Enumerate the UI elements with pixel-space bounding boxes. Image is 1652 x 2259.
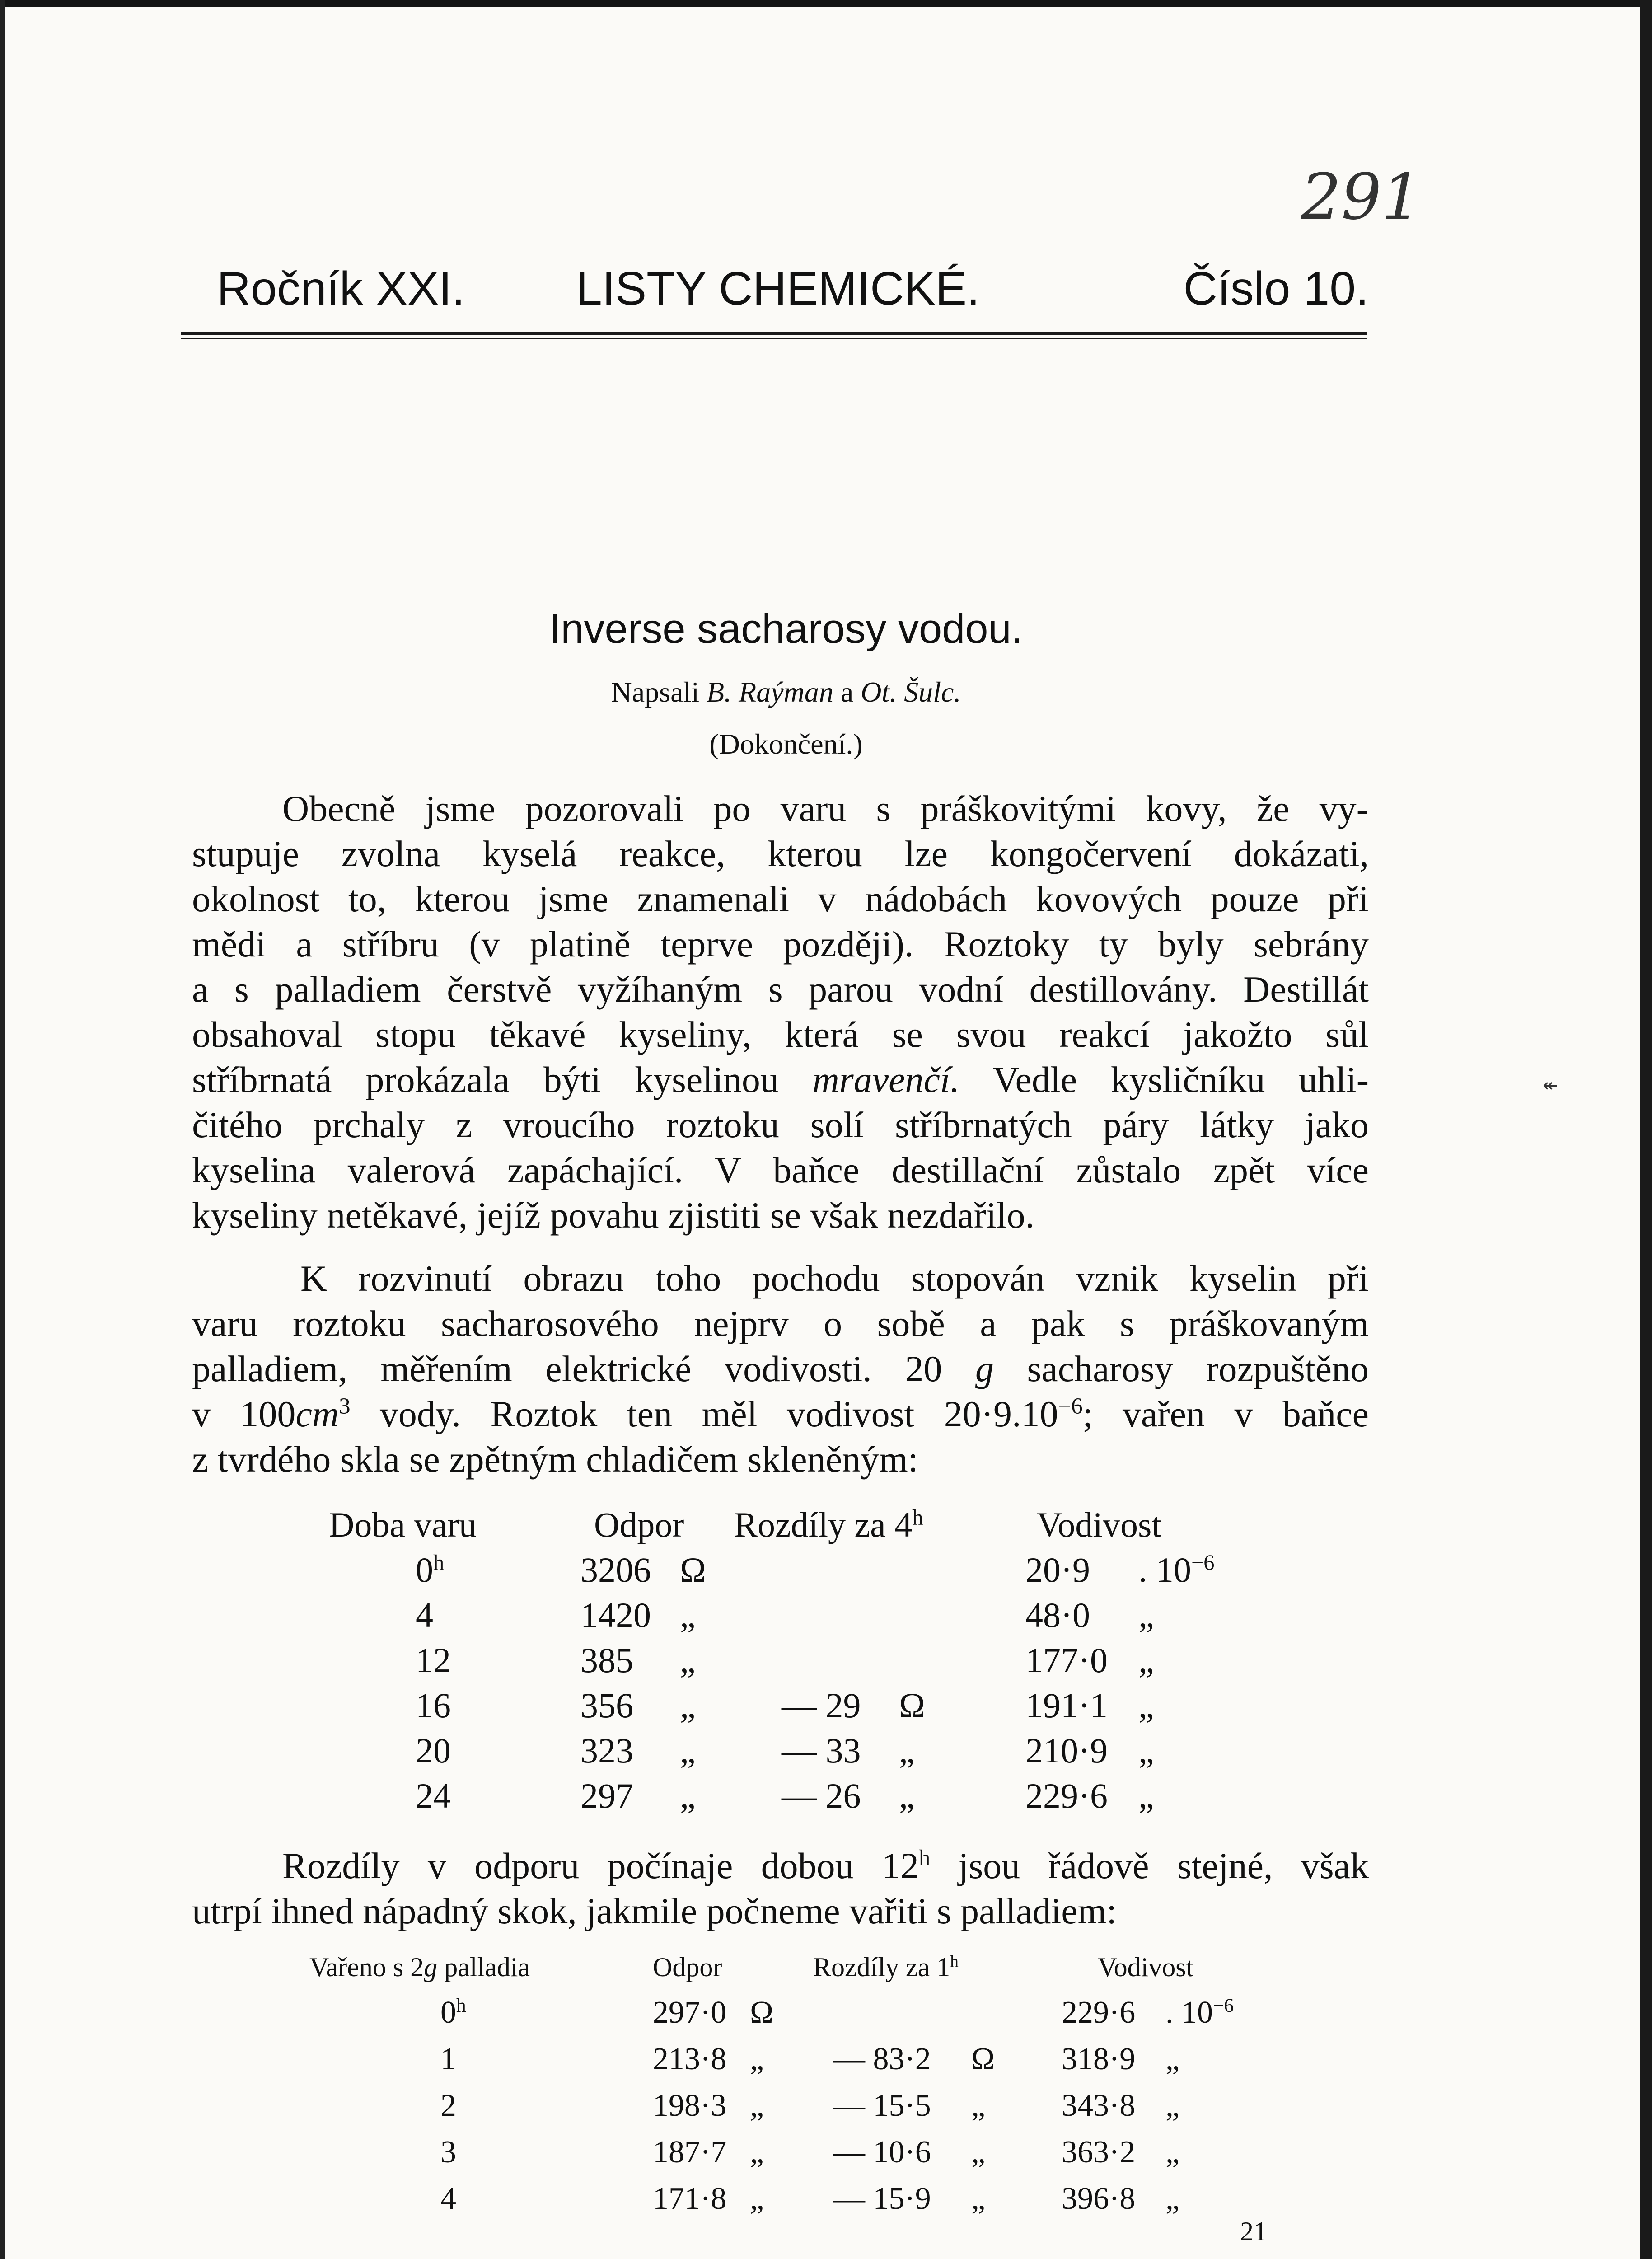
cell-difference-unit — [971, 2134, 985, 2170]
table-palladium — [0, 1952, 1652, 2232]
cell-text: 4 — [440, 2181, 456, 2216]
cell-resistance-unit — [750, 2041, 764, 2077]
cell-difference-unit — [899, 1685, 925, 1726]
cell-text: „ — [1138, 1640, 1154, 1680]
header-rule-thin — [181, 338, 1367, 339]
cell-resistance — [580, 1550, 651, 1590]
cell-text: 198·3 — [653, 2088, 727, 2123]
cell-text: — 10·6 — [833, 2135, 931, 2170]
table-boiling-water — [0, 1504, 1652, 1830]
author-1: B. Raýman — [707, 676, 833, 708]
text-span: v 100 — [192, 1393, 296, 1434]
cell-time — [416, 1685, 451, 1726]
cell-text: „ — [1138, 1686, 1154, 1725]
authors-conj: a — [840, 676, 854, 708]
cell-text: „ — [1138, 1731, 1154, 1770]
cell-text: „ — [1138, 1595, 1154, 1635]
cell-time — [440, 1995, 466, 2031]
col-header-conductivity: Vodivost — [1098, 1952, 1194, 1982]
author-2: Ot. Šulc. — [861, 676, 961, 708]
text-line: obsahoval stopu těkavé kyseliny, která se svou reakcí jakožto sůl — [192, 1014, 1369, 1055]
header-volume: Ročník XXI. — [217, 262, 465, 315]
cell-text: 187·7 — [653, 2135, 727, 2170]
cell-difference — [833, 2181, 931, 2217]
cell-text: „ — [1165, 2181, 1180, 2216]
cell-time — [440, 2088, 456, 2124]
cell-conductivity — [1062, 2134, 1135, 2170]
cell-resistance-unit — [750, 1995, 773, 2031]
header-issue: Číslo 10. — [1183, 262, 1369, 315]
text-line: mědi a stříbru (v platině teprve později). Roztoky ty byly sebrány — [192, 923, 1369, 965]
cell-resistance — [580, 1730, 633, 1771]
cell-text: — 29 — [782, 1686, 861, 1725]
cell-conductivity — [1062, 2181, 1135, 2217]
cell-resistance — [653, 2041, 726, 2077]
cell-text: 396·8 — [1062, 2181, 1136, 2216]
cell-text: „ — [750, 2135, 764, 2170]
cell-resistance-unit — [680, 1776, 696, 1816]
cell-text: 297 — [580, 1776, 633, 1815]
emphasis: mravenčí. — [812, 1059, 960, 1100]
col-header-resistance: Odpor — [594, 1505, 684, 1544]
header-rule — [181, 332, 1367, 335]
cell-time — [440, 2134, 456, 2170]
col-header-time: Doba varu — [329, 1505, 477, 1544]
cell-time — [416, 1776, 451, 1816]
cell-resistance — [580, 1595, 651, 1636]
page-number: 21 — [1240, 2217, 1267, 2246]
text-line — [192, 1392, 1369, 1437]
superscript: h — [433, 1551, 445, 1575]
text-span: ; vařen v baňce — [1082, 1393, 1369, 1434]
cell-text: 16 — [416, 1686, 451, 1725]
cell-text: „ — [1138, 1776, 1154, 1815]
cell-difference — [833, 2134, 931, 2170]
cell-text: „ — [899, 1731, 915, 1770]
paragraph-1 — [192, 786, 1369, 1238]
superscript: −6 — [1191, 1551, 1215, 1575]
cell-text: 177·0 — [1025, 1640, 1108, 1680]
cell-conductivity-unit — [1165, 2041, 1179, 2077]
cell-text: „ — [680, 1595, 696, 1635]
continuation-note: (Dokončení.) — [709, 728, 863, 760]
cell-difference-unit — [899, 1776, 915, 1816]
cell-text: . 10 — [1165, 1995, 1213, 2030]
col-header-difference — [734, 1504, 923, 1545]
cell-text: 297·0 — [653, 1995, 727, 2030]
cell-time — [416, 1730, 451, 1771]
cell-conductivity-unit — [1165, 2181, 1179, 2217]
cell-text: — 15·5 — [833, 2088, 931, 2123]
cell-resistance-unit — [680, 1685, 696, 1726]
cell-difference-unit — [971, 2041, 995, 2077]
header-text: Vařeno s 2 — [309, 1952, 424, 1982]
cell-difference — [833, 2088, 931, 2124]
paragraph-2 — [192, 1256, 1369, 1482]
cell-difference — [782, 1730, 861, 1771]
cell-difference-unit — [899, 1730, 915, 1771]
cell-conductivity — [1025, 1595, 1090, 1636]
text-line: z tvrdého skla se zpětným chladičem skleněným: — [192, 1439, 918, 1480]
text-line — [192, 1346, 1369, 1392]
header-journal: LISTY CHEMICKÉ. — [576, 262, 980, 315]
superscript: h — [456, 1995, 466, 2017]
cell-time — [440, 2041, 456, 2077]
cell-conductivity-unit — [1138, 1550, 1214, 1590]
cell-resistance — [653, 1995, 726, 2031]
cell-text: Ω — [971, 2042, 995, 2076]
cell-text: 171·8 — [653, 2181, 727, 2216]
cell-text: 12 — [416, 1640, 451, 1680]
cell-resistance-unit — [680, 1730, 696, 1771]
cell-text: 3 — [440, 2135, 456, 2170]
text-span: palladiem, měřením elektrické vodivosti. 20 — [192, 1348, 942, 1389]
cell-text: 385 — [580, 1640, 633, 1680]
col-header-resistance: Odpor — [653, 1952, 722, 1982]
cell-resistance-unit — [750, 2134, 764, 2170]
cell-text: Ω — [750, 1995, 774, 2030]
cell-text: „ — [899, 1776, 915, 1815]
article-authors — [0, 675, 1572, 709]
text-line: a s palladiem čerstvě vyžíhaným s parou vodní destillovány. Destillát — [192, 969, 1369, 1010]
unit: cm — [295, 1393, 339, 1434]
text-line: K rozvinutí obrazu toho pochodu stopován vznik kyselin při — [300, 1258, 1369, 1299]
header-text: palladia — [444, 1952, 530, 1982]
cell-conductivity — [1025, 1730, 1108, 1771]
cell-text: 20 — [416, 1731, 451, 1770]
cell-text: — 83·2 — [833, 2042, 931, 2076]
cell-text: 48·0 — [1025, 1595, 1090, 1635]
cell-time — [440, 2181, 456, 2217]
authors-prefix: Napsali — [611, 676, 700, 708]
text-line: utrpí ihned nápadný skok, jakmile počneme vařiti s palladiem: — [192, 1890, 1117, 1931]
text-line: kyseliny netěkavé, jejíž povahu zjistiti se však nezdařilo. — [192, 1195, 1034, 1236]
cell-text: 4 — [416, 1595, 433, 1635]
cell-resistance — [653, 2181, 726, 2217]
cell-conductivity — [1025, 1776, 1108, 1816]
cell-conductivity-unit — [1138, 1595, 1154, 1636]
cell-text: 318·9 — [1062, 2042, 1136, 2076]
text-line — [192, 1843, 1369, 1889]
unit: g — [975, 1348, 994, 1389]
cell-difference-unit — [971, 2088, 985, 2124]
cell-text: 24 — [416, 1776, 451, 1815]
cell-conductivity-unit — [1165, 1995, 1234, 2031]
text-line: okolnost to, kterou jsme znamenali v nádobách kovových pouze při — [192, 878, 1369, 919]
cell-text: „ — [750, 2042, 764, 2076]
cell-text: — 26 — [782, 1776, 861, 1815]
cell-difference — [833, 2041, 931, 2077]
cell-text: 229·6 — [1062, 1995, 1136, 2030]
text-span: Vedle kysličníku uhli- — [992, 1059, 1369, 1100]
cell-text: 363·2 — [1062, 2135, 1136, 2170]
cell-resistance-unit — [750, 2181, 764, 2217]
cell-text: 213·8 — [653, 2042, 727, 2076]
col-header-time — [309, 1952, 530, 1983]
cell-text: „ — [971, 2135, 986, 2170]
cell-conductivity — [1025, 1550, 1090, 1590]
header-text: Rozdíly za 4 — [734, 1505, 913, 1544]
cell-text: 323 — [580, 1731, 633, 1770]
cell-text: 229·6 — [1025, 1776, 1108, 1815]
cell-text: 20·9 — [1025, 1550, 1090, 1589]
cell-resistance — [580, 1685, 633, 1726]
cell-resistance — [580, 1640, 633, 1681]
cell-conductivity-unit — [1165, 2088, 1179, 2124]
scan-edge-right — [1640, 0, 1652, 2259]
cell-time — [416, 1595, 433, 1636]
cell-conductivity — [1025, 1640, 1108, 1681]
cell-difference-unit — [971, 2181, 985, 2217]
cell-resistance-unit — [680, 1640, 696, 1681]
superscript: h — [912, 1505, 923, 1530]
cell-text: 0 — [416, 1550, 433, 1589]
cell-text: „ — [680, 1776, 696, 1815]
superscript: −6 — [1058, 1393, 1083, 1419]
cell-text: „ — [750, 2088, 764, 2123]
running-header — [217, 262, 1369, 325]
cell-text: „ — [680, 1640, 696, 1680]
cell-difference — [782, 1685, 861, 1726]
cell-text: „ — [971, 2181, 986, 2216]
cell-text: 2 — [440, 2088, 456, 2123]
margin-mark: ↞ — [1543, 1075, 1558, 1096]
cell-text: „ — [1165, 2135, 1180, 2170]
paragraph-3 — [192, 1843, 1369, 1934]
cell-conductivity — [1062, 2041, 1135, 2077]
text-line: varu roztoku sacharosového nejprv o sobě a pak s práškovaným — [192, 1303, 1369, 1344]
cell-text: — 15·9 — [833, 2181, 931, 2216]
cell-text: Ω — [680, 1550, 706, 1589]
cell-text: „ — [750, 2181, 764, 2216]
cell-text: 3206 — [580, 1550, 651, 1589]
text-span: Rozdíly v odporu počínaje dobou 12 — [282, 1845, 919, 1886]
cell-text: „ — [1165, 2042, 1180, 2076]
superscript: h — [950, 1952, 959, 1971]
text-line: čitého prchaly z vroucího roztoku solí stříbrnatých páry látky jako — [192, 1104, 1369, 1145]
cell-text: „ — [680, 1731, 696, 1770]
handwritten-folio: 291 — [1301, 160, 1422, 234]
cell-conductivity — [1025, 1685, 1108, 1726]
cell-conductivity-unit — [1138, 1640, 1154, 1681]
text-span: sacharosy rozpuštěno — [1027, 1348, 1369, 1389]
scan-edge-left — [0, 0, 5, 2259]
cell-text: — 33 — [782, 1731, 861, 1770]
text-span: jsou řádově stejné, však — [958, 1845, 1369, 1886]
article-title: Inverse sacharosy vodou. — [549, 606, 1023, 652]
scan-edge-top — [0, 0, 1652, 7]
superscript: −6 — [1213, 1995, 1234, 2017]
cell-resistance-unit — [680, 1550, 706, 1590]
cell-resistance — [580, 1776, 633, 1816]
cell-conductivity-unit — [1138, 1685, 1154, 1726]
text-span: vody. Roztok ten měl vodivost 20·9.10 — [379, 1393, 1058, 1434]
cell-text: „ — [680, 1686, 696, 1725]
text-span: stříbrnatá prokázala býti kyselinou — [192, 1059, 779, 1100]
unit: g — [424, 1952, 438, 1982]
text-line: kyselina valerová zapáchající. V baňce destillační zůstalo zpět více — [192, 1149, 1369, 1190]
cell-conductivity — [1062, 2088, 1135, 2124]
cell-text: „ — [971, 2088, 986, 2123]
cell-text: 1 — [440, 2042, 456, 2076]
cell-text: . 10 — [1138, 1550, 1191, 1589]
cell-resistance-unit — [680, 1595, 696, 1636]
cell-text: 343·8 — [1062, 2088, 1136, 2123]
cell-time — [416, 1550, 444, 1590]
text-line: stupuje zvolna kyselá reakce, kterou lze kongočervení dokázati, — [192, 833, 1369, 874]
cell-text: 356 — [580, 1686, 633, 1725]
cell-text: 1420 — [580, 1595, 651, 1635]
cell-resistance — [653, 2134, 726, 2170]
superscript: 3 — [339, 1393, 351, 1419]
cell-conductivity-unit — [1138, 1776, 1154, 1816]
cell-text: 191·1 — [1025, 1686, 1108, 1725]
cell-resistance-unit — [750, 2088, 764, 2124]
cell-text: „ — [1165, 2088, 1180, 2123]
superscript: h — [918, 1845, 931, 1871]
text-line: Obecně jsme pozorovali po varu s práškovitými kovy, že vy- — [282, 788, 1369, 829]
cell-time — [416, 1640, 451, 1681]
cell-text: 0 — [440, 1995, 456, 2030]
cell-resistance — [653, 2088, 726, 2124]
col-header-difference — [813, 1952, 959, 1983]
col-header-conductivity: Vodivost — [1037, 1505, 1161, 1544]
cell-text: Ω — [899, 1686, 925, 1725]
header-text: Rozdíly za 1 — [813, 1952, 950, 1982]
cell-conductivity — [1062, 1995, 1135, 2031]
cell-conductivity-unit — [1138, 1730, 1154, 1771]
text-line — [192, 1057, 1369, 1102]
cell-difference — [782, 1776, 861, 1816]
cell-text: 210·9 — [1025, 1731, 1108, 1770]
cell-conductivity-unit — [1165, 2134, 1179, 2170]
